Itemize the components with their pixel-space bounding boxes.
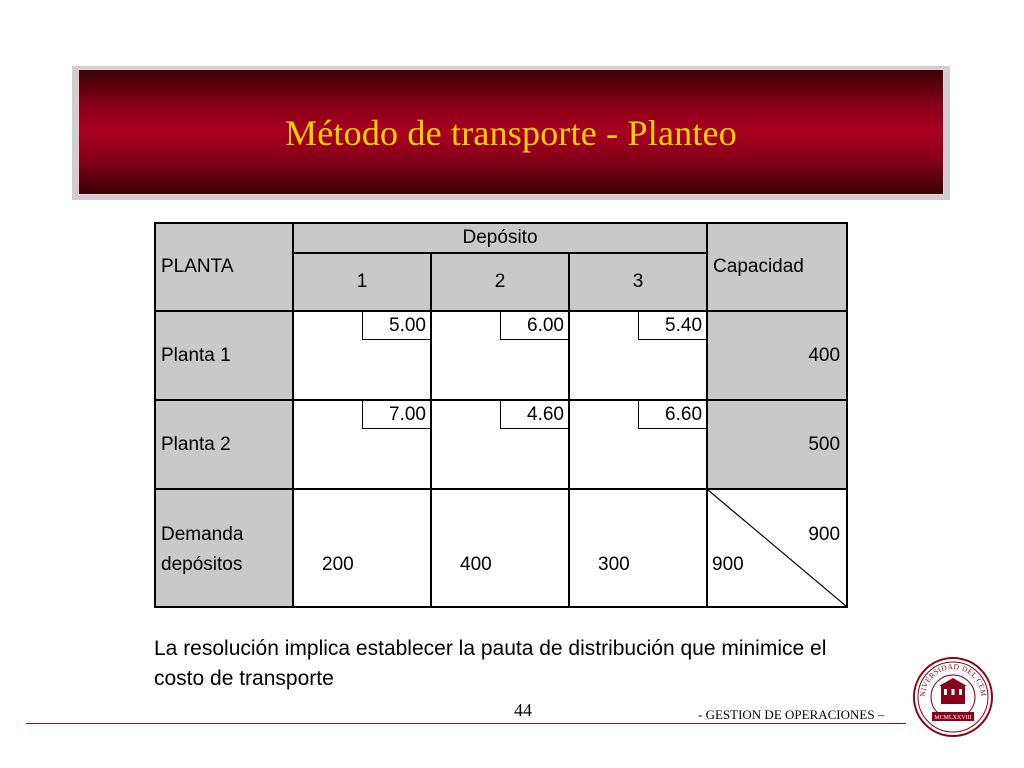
title-banner <box>72 66 950 200</box>
caption-text: La resolución implica establecer la pauta de distribución que minimice el costo de transporte <box>154 637 827 690</box>
table-row <box>155 400 847 489</box>
slide-title: Método de transporte - Planteo <box>285 113 737 153</box>
allocation-cell <box>431 311 569 400</box>
cost-value: 5.40 <box>638 312 706 340</box>
cost-value: 7.00 <box>362 401 430 429</box>
footer-divider <box>26 723 906 724</box>
total-capacity: 900 <box>808 524 841 545</box>
capacidad-header: Capacidad <box>713 256 804 277</box>
title-panel <box>78 69 944 195</box>
table-row <box>155 311 847 400</box>
totals-cell <box>707 489 847 607</box>
capacity-value: 500 <box>707 400 847 489</box>
university-seal-logo <box>912 656 994 738</box>
cost-value: 6.60 <box>638 401 706 429</box>
row-label: Planta 1 <box>155 311 293 400</box>
cost-value: 4.60 <box>500 401 568 429</box>
transport-table <box>154 222 848 608</box>
demand-row <box>155 489 847 607</box>
capacity-value: 400 <box>707 311 847 400</box>
planta-header: PLANTA <box>161 256 234 277</box>
cost-value: 6.00 <box>500 312 568 340</box>
diagonal-divider <box>708 490 846 606</box>
allocation-cell <box>293 311 431 400</box>
demand-value: 200 <box>322 554 354 575</box>
row-label: Planta 2 <box>155 400 293 489</box>
allocation-cell <box>293 400 431 489</box>
page-number: 44 <box>514 700 532 720</box>
allocation-cell <box>431 400 569 489</box>
allocation-cell <box>569 311 707 400</box>
column-header-3: 3 <box>569 253 707 311</box>
footer-label: - GESTION DE OPERACIONES – <box>698 707 885 722</box>
demand-cell <box>569 489 707 607</box>
demand-label-line2: depósitos <box>161 554 243 575</box>
svg-text:MCMLXXVIII: MCMLXXVIII <box>934 715 972 721</box>
demand-cell <box>431 489 569 607</box>
svg-text:UNIVERSIDAD DEL CEMA: NIVERSIDAD DEL CEM <box>917 661 989 698</box>
allocation-cell <box>569 400 707 489</box>
deposito-header: Depósito <box>293 223 707 253</box>
capacidad-header-cell <box>707 223 847 311</box>
demand-label-line1: Demanda <box>161 524 244 545</box>
total-demand: 900 <box>712 554 744 575</box>
cost-value: 5.00 <box>362 312 430 340</box>
demand-value: 400 <box>460 554 492 575</box>
column-header-2: 2 <box>431 253 569 311</box>
planta-header-cell <box>155 223 293 311</box>
column-header-1: 1 <box>293 253 431 311</box>
demand-value: 300 <box>598 554 630 575</box>
demand-label-cell <box>155 489 293 607</box>
demand-cell <box>293 489 431 607</box>
